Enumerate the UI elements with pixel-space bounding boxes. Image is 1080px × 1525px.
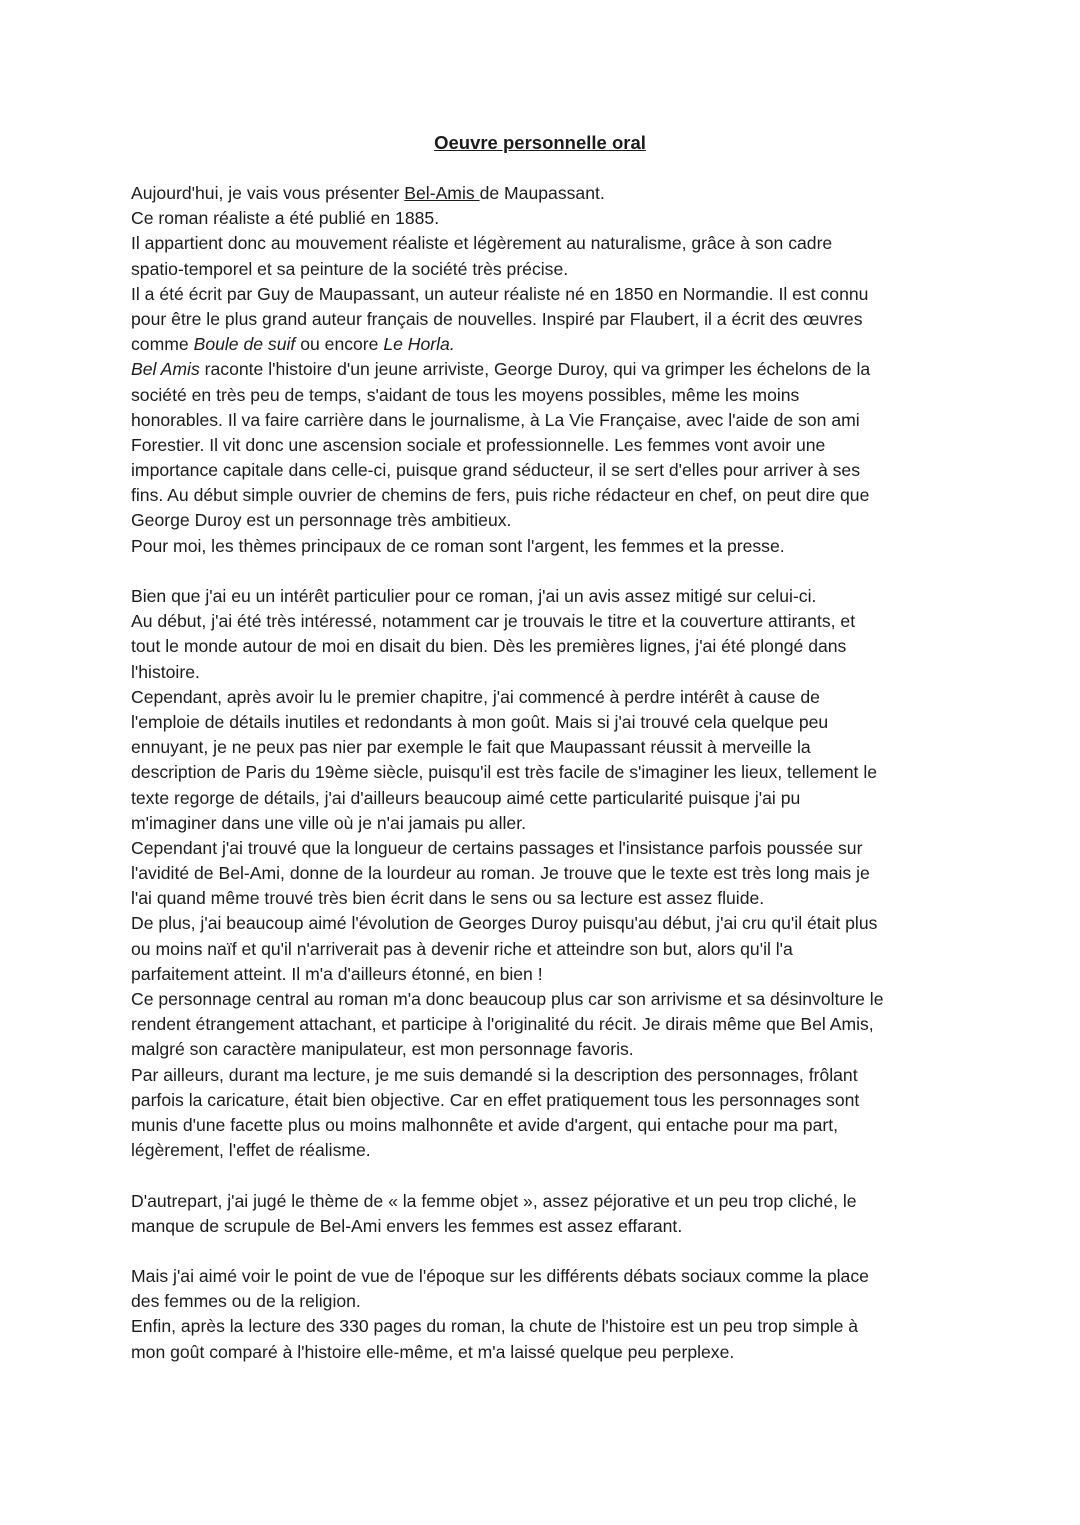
book-title: Boule de suif: [193, 334, 296, 355]
text-line: parfaitement atteint. Il m'a d'ailleurs étonné, en bien !: [131, 963, 543, 984]
book-title: Bel-Amis: [404, 183, 480, 203]
text-line: Mais j'ai aimé voir le point de vue de l'époque sur les différents débats sociaux comme la place: [131, 1266, 869, 1287]
document-body: [131, 181, 961, 1365]
paragraph-gap: [131, 559, 961, 584]
text-line: Cependant, après avoir lu le premier chapitre, j'ai commencé à perdre intérêt à cause de: [131, 686, 820, 707]
text-line: D'autrepart, j'ai jugé le thème de « la femme objet », assez péjorative et un peu trop cliché, le: [131, 1190, 857, 1211]
text-line: Aujourd'hui, je vais vous présenter Bel-Amis de Maupassant.: [131, 183, 605, 203]
text-line: fins. Au début simple ouvrier de chemins de fers, puis riche rédacteur en chef, on peut dire que: [131, 485, 870, 506]
text-line: Forestier. Il vit donc une ascension sociale et professionnelle. Les femmes vont avoir une: [131, 434, 826, 455]
text-line: ou moins naïf et qu'il n'arriverait pas à devenir riche et atteindre son but, alors qu'il l'a: [131, 938, 793, 959]
text-line: munis d'une facette plus ou moins malhonnête et avide d'argent, qui entache pour ma part,: [131, 1114, 838, 1135]
text-line: description de Paris du 19ème siècle, puisqu'il est très facile de s'imaginer les lieux, tellement le: [131, 762, 878, 783]
text-line: manque de scrupule de Bel-Ami envers les femmes est assez effarant.: [131, 1215, 683, 1236]
text-line: Il appartient donc au mouvement réaliste et légèrement au naturalisme, grâce à son cadre: [131, 233, 833, 254]
document-title: Oeuvre personnelle oral: [434, 132, 646, 153]
text-line: société en très peu de temps, s'aidant de tous les moyens possibles, même les moins: [131, 384, 800, 405]
text-line: l'histoire.: [131, 661, 200, 682]
text-line: parfois la caricature, était bien objective. Car en effet pratiquement tous les personnages sont: [131, 1089, 860, 1110]
text-line: Pour moi, les thèmes principaux de ce roman sont l'argent, les femmes et la presse.: [131, 535, 785, 556]
text-line: importance capitale dans celle-ci, puisque grand séducteur, il se sert d'elles pour arriver à ses: [131, 460, 860, 481]
text-line: De plus, j'ai beaucoup aimé l'évolution de Georges Duroy puisqu'au début, j'ai cru qu'il était plus: [131, 913, 878, 934]
text-line: ennuyant, je ne peux pas nier par exemple le fait que Maupassant réussit à merveille la: [131, 737, 811, 758]
text-line: Au début, j'ai été très intéressé, notamment car je trouvais le titre et la couverture attirants, et: [131, 611, 856, 632]
text-line: légèrement, l'effet de réalisme.: [131, 1140, 371, 1161]
book-title: Le Horla.: [383, 334, 455, 355]
text-line: pour être le plus grand auteur français de nouvelles. Inspiré par Flaubert, il a écrit des œuvres: [131, 308, 863, 329]
text-line: Bien que j'ai eu un intérêt particulier pour ce roman, j'ai un avis assez mitigé sur celui-ci.: [131, 586, 817, 606]
text-line: Bel Amis raconte l'histoire d'un jeune arriviste, George Duroy, qui va grimper les échelons de la: [131, 359, 871, 380]
text-line: des femmes ou de la religion.: [131, 1291, 361, 1312]
text-line: mon goût comparé à l'histoire elle-même, et m'a laissé quelque peu perplexe.: [131, 1341, 735, 1362]
text-line: rendent étrangement attachant, et participe à l'originalité du récit. Je dirais même que Bel Amis,: [131, 1014, 874, 1035]
text-line: comme Boule de suif ou encore Le Horla.: [131, 334, 455, 355]
text-line: Ce roman réaliste a été publié en 1885.: [131, 208, 440, 229]
text-line: Ce personnage central au roman m'a donc beaucoup plus car son arrivisme et sa désinvolture le: [131, 989, 884, 1009]
text-line: Enfin, après la lecture des 330 pages du roman, la chute de l'histoire est un peu trop simple à: [131, 1316, 859, 1337]
text-line: m'imaginer dans une ville où je n'ai jamais pu aller.: [131, 812, 526, 833]
text-line: Il a été écrit par Guy de Maupassant, un auteur réaliste né en 1850 en Normandie. Il est connu: [131, 283, 869, 304]
text-line: malgré son caractère manipulateur, est mon personnage favoris.: [131, 1039, 634, 1060]
text-line: tout le monde autour de moi en disait du bien. Dès les premières lignes, j'ai été plongé dans: [131, 636, 847, 657]
text-line: honorables. Il va faire carrière dans le journalisme, à La Vie Française, avec l'aide de son ami: [131, 409, 860, 430]
text-line: l'emploie de détails inutiles et redondants à mon goût. Mais si j'ai trouvé cela quelque peu: [131, 711, 829, 732]
text-line: texte regorge de détails, j'ai d'ailleurs beaucoup aimé cette particularité puisque j'ai pu: [131, 787, 801, 808]
book-title: Bel Amis: [131, 359, 200, 380]
text-line: George Duroy est un personnage très ambitieux.: [131, 510, 512, 531]
text-line: Par ailleurs, durant ma lecture, je me suis demandé si la description des personnages, frôlant: [131, 1064, 858, 1085]
text-line: l'avidité de Bel-Ami, donne de la lourdeur au roman. Je trouve que le texte est très long mais je: [131, 863, 870, 884]
text-line: Cependant j'ai trouvé que la longueur de certains passages et l'insistance parfois poussée sur: [131, 837, 863, 858]
paragraph-gap: [131, 1239, 961, 1264]
paragraph-gap: [131, 1163, 961, 1188]
text-line: spatio-temporel et sa peinture de la société très précise.: [131, 258, 569, 279]
text-line: l'ai quand même trouvé très bien écrit dans le sens ou sa lecture est assez fluide.: [131, 888, 765, 909]
